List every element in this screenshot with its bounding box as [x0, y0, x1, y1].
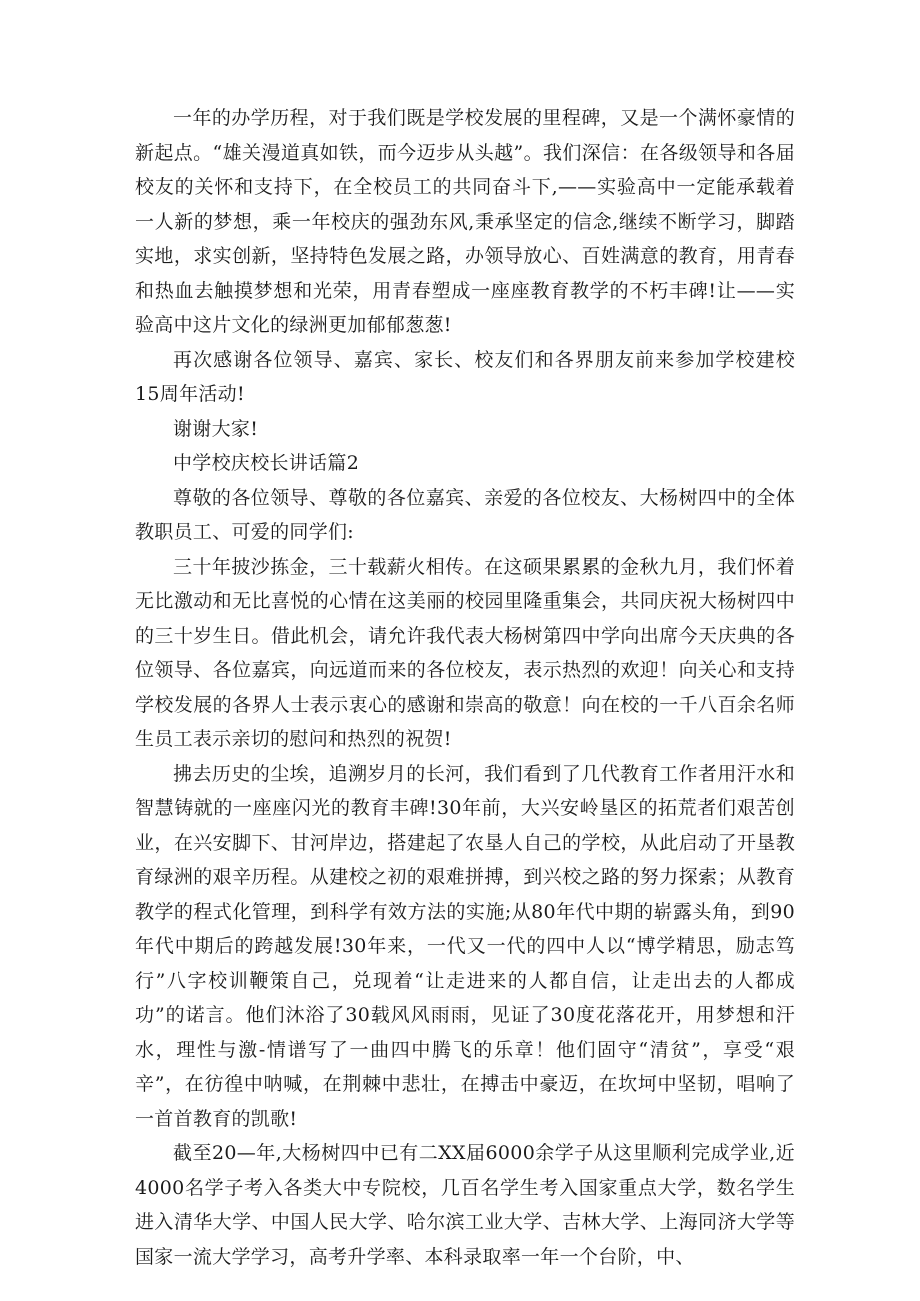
paragraph: 截至20—年,大杨树四中已有二XX届6000余学子从这里顺利完成学业,近4000名学子考入各类大中专院校，几百名学生考入国家重点大学，数名学生进入清华大学、中国人民大学、哈尔滨工业大学、吉林大学、上海同济大学等国家一流大学学习，高考升学率、本科录取率一年一个台阶，中、 [135, 1142, 795, 1268]
paragraph: 一年的办学历程，对于我们既是学校发展的里程碑，又是一个满怀豪情的新起点。“雄关漫道真如铁，而今迈步从头越”。我们深信：在各级领导和各届校友的关怀和支持下，在全校员工的共同奋斗下,——实验高中一定能承载着一人新的梦想，乘一年校庆的强劲东风,秉承坚定的信念,继续不断学习，脚踏实地，求实创新，坚持特色发展之路，办领导放心、百姓满意的教育，用青春和热血去触摸梦想和光荣，用青春塑成一座座教育教学的不朽丰碑!让——实验高中这片文化的绿洲更加郁郁葱葱! [135, 107, 795, 336]
paragraph: 拂去历史的尘埃，追溯岁月的长河，我们看到了几代教育工作者用汗水和智慧铸就的一座座闪光的教育丰碑!30年前，大兴安岭垦区的拓荒者们艰苦创业，在兴安脚下、甘河岸边，搭建起了农垦人自己的学校，从此启动了开垦教育绿洲的艰辛历程。从建校之初的艰难拼搏，到兴校之路的努力探索；从教育教学的程式化管理，到科学有效方法的实施;从80年代中期的崭露头角，到90年代中期后的跨越发展!30年来，一代又一代的四中人以“博学精思，励志笃行”八字校训鞭策自己，兑现着“让走进来的人都自信，让走出去的人都成功”的诺言。他们沐浴了30载风风雨雨，见证了30度花落花开，用梦想和汗水，理性与激-情谱写了一曲四中腾飞的乐章！他们固守“清贫”，享受“艰辛”，在彷徨中呐喊，在荆棘中悲壮，在搏击中豪迈，在坎坷中坚韧，唱响了一首首教育的凯歌! [135, 762, 795, 1130]
document-body [135, 101, 795, 1274]
paragraph: 再次感谢各位领导、嘉宾、家长、校友们和各界朋友前来参加学校建校15周年活动! [135, 348, 795, 405]
paragraph: 三十年披沙拣金，三十载薪火相传。在这硕果累累的金秋九月，我们怀着无比激动和无比喜悦的心情在这美丽的校园里隆重集会，共同庆祝大杨树四中的三十岁生日。借此机会，请允许我代表大杨树第四中学向出席今天庆典的各位领导、各位嘉宾，向远道而来的各位校友，表示热烈的欢迎！向关心和支持学校发展的各界人士表示衷心的感谢和崇高的敬意！向在校的一千八百余名师生员工表示亲切的慰问和热烈的祝贺! [135, 555, 795, 750]
section-heading: 中学校庆校长讲话篇2 [173, 452, 360, 474]
paragraph: 谢谢大家! [173, 417, 259, 440]
salutation: 尊敬的各位领导、尊敬的各位嘉宾、亲爱的各位校友、大杨树四中的全体教职员工、可爱的同学们: [135, 486, 795, 543]
